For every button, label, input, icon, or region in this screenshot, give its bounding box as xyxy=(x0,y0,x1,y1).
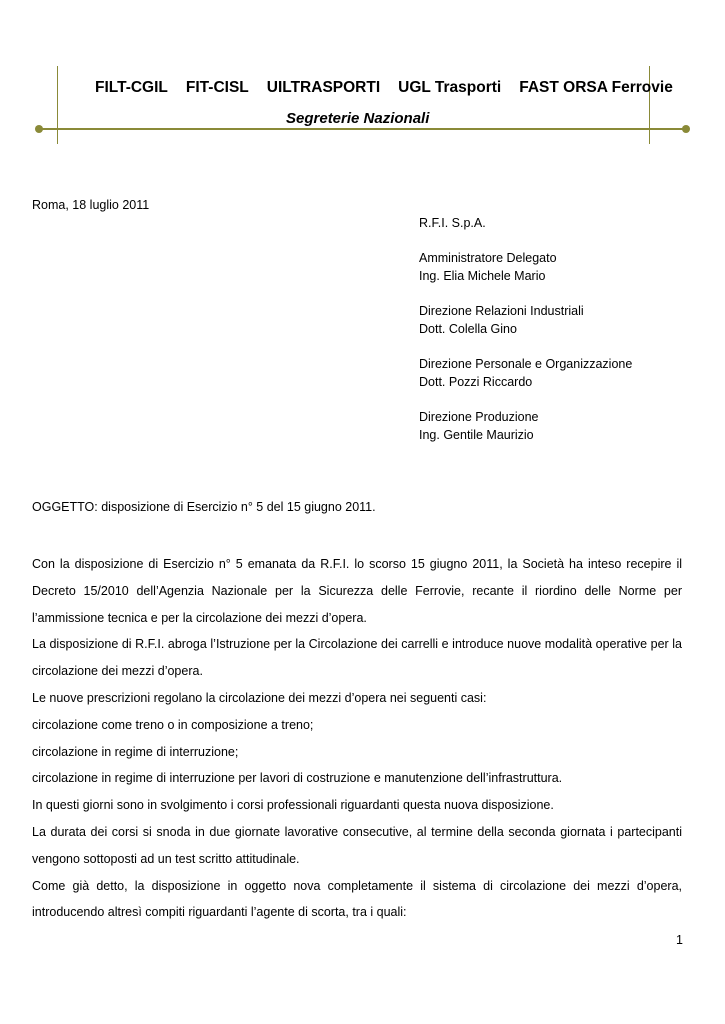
page-number: 1 xyxy=(676,933,683,947)
body-paragraph: Con la disposizione di Esercizio n° 5 emanata da R.F.I. lo scorso 15 giugno 2011, la Società ha inteso recepire il Decreto 15/2010 dell’Agenzia Nazionale per la Sicurezza delle Ferrovie, recante il riordino delle Norme per l’ammissione tecnica e per la circolazione dei mezzi d’opera. xyxy=(32,557,682,625)
header-subtitle: Segreterie Nazionali xyxy=(286,110,430,127)
body-list-item: circolazione in regime di interruzione; xyxy=(32,744,239,759)
body-paragraph: In questi giorni sono in svolgimento i corsi professionali riguardanti questa nuova disposizione. xyxy=(32,798,554,813)
body-paragraph: Come già detto, la disposizione in oggetto nova completamente il sistema di circolazione dei mezzi d’opera, introducendo altresì compiti riguardanti l’agente di scorta, tra i quali: xyxy=(32,878,682,920)
recipient-role: Direzione Personale e Organizzazione xyxy=(419,357,633,371)
body-paragraph: Le nuove prescrizioni regolano la circolazione dei mezzi d’opera nei seguenti casi: xyxy=(32,690,487,705)
union-name: UGL Trasporti xyxy=(398,79,502,96)
header-right-vertical-rule xyxy=(649,66,650,144)
letter-date: Roma, 18 luglio 2011 xyxy=(32,198,150,212)
header-rule-left-dot xyxy=(35,125,43,133)
body-paragraph: La disposizione di R.F.I. abroga l’Istruzione per la Circolazione dei carrelli e introduce nuove modalità operative per la circolazione dei mezzi d’opera. xyxy=(32,637,682,679)
recipient-spacer xyxy=(419,338,632,355)
recipient-role: Direzione Produzione xyxy=(419,410,539,424)
union-name: UILTRASPORTI xyxy=(266,79,381,96)
recipient-person: Ing. Elia Michele Mario xyxy=(419,269,546,283)
recipient-person: Ing. Gentile Maurizio xyxy=(419,428,534,442)
recipient-block xyxy=(419,214,632,444)
header-rule-right-dot xyxy=(682,125,690,133)
header-left-vertical-rule xyxy=(57,66,58,144)
recipient-spacer xyxy=(419,391,632,408)
recipient-role: Amministratore Delegato xyxy=(419,251,557,265)
header-horizontal-rule xyxy=(39,128,686,130)
letter-subject: OGGETTO: disposizione di Esercizio n° 5 del 15 giugno 2011. xyxy=(32,500,376,514)
body-list-item: circolazione come treno o in composizione a treno; xyxy=(32,717,314,732)
letter-body xyxy=(32,551,682,926)
recipient-person: Dott. Colella Gino xyxy=(419,322,517,336)
recipient-role: Direzione Relazioni Industriali xyxy=(419,304,584,318)
body-paragraph: La durata dei corsi si snoda in due giornate lavorative consecutive, al termine della seconda giornata i partecipanti vengono sottoposti ad un test scritto attitudinale. xyxy=(32,824,682,866)
union-name: FAST ORSA Ferrovie xyxy=(519,79,673,96)
recipient-company: R.F.I. S.p.A. xyxy=(419,216,486,230)
recipient-spacer xyxy=(419,232,632,249)
body-list-item: circolazione in regime di interruzione per lavori di costruzione e manutenzione dell’infrastruttura. xyxy=(32,771,563,786)
recipient-spacer xyxy=(419,285,632,302)
union-name: FILT-CGIL xyxy=(95,79,168,96)
union-name: FIT-CISL xyxy=(185,79,249,96)
union-names-heading xyxy=(95,79,673,97)
recipient-person: Dott. Pozzi Riccardo xyxy=(419,375,533,389)
